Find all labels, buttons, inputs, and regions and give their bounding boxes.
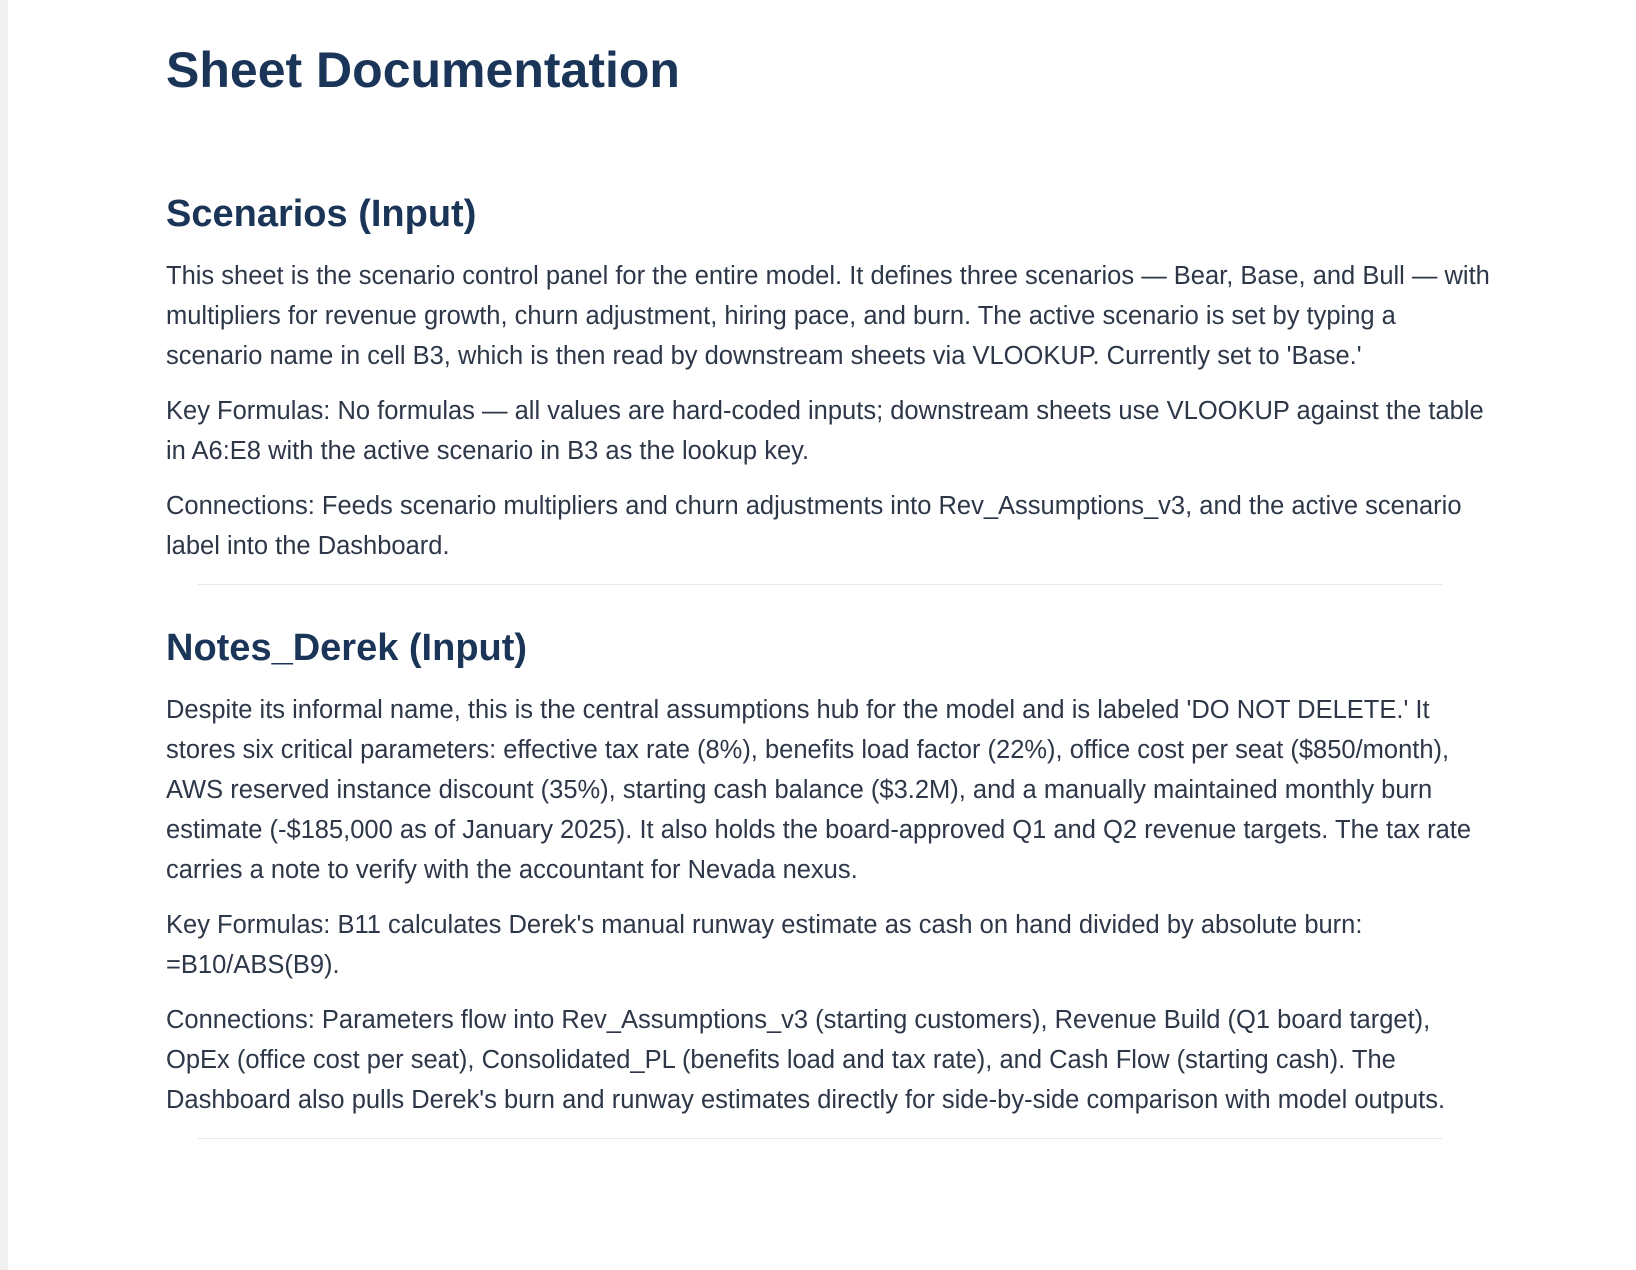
document-page xyxy=(8,0,1636,1270)
section-key-formulas: Key Formulas: No formulas — all values are hard-coded inputs; downstream sheets use VLOOKUP against the table in A6:E8 with the active scenario in B3 as the lookup key. xyxy=(166,397,1484,465)
section-key-formulas: Key Formulas: B11 calculates Derek's manual runway estimate as cash on hand divided by absolute burn: =B10/ABS(B9). xyxy=(166,911,1363,979)
section-divider xyxy=(198,1138,1442,1139)
section-scenarios xyxy=(166,191,1496,585)
section-title: Scenarios (Input) xyxy=(166,193,477,235)
section-connections: Connections: Parameters flow into Rev_Assumptions_v3 (starting customers), Revenue Build (Q1 board target), OpEx (office cost per seat), Consolidated_PL (benefits load and tax rate), and Cash Flow (starting cash). The Dashboard also pulls Derek's burn and runway estimates directly for side-by-side comparison with model outputs. xyxy=(166,1006,1446,1114)
section-description: Despite its informal name, this is the central assumptions hub for the model and is labeled 'DO NOT DELETE.' It stores six critical parameters: effective tax rate (8%), benefits load factor (22%), office cost per seat ($850/month), AWS reserved instance discount (35%), starting cash balance ($3.2M), and a manually maintained monthly burn estimate (-$185,000 as of January 2025). It also holds the board-approved Q1 and Q2 revenue targets. The tax rate carries a note to verify with the accountant for Nevada nexus. xyxy=(166,696,1472,884)
section-notes-derek xyxy=(166,625,1496,1139)
page-title: Sheet Documentation xyxy=(166,42,680,98)
section-connections: Connections: Feeds scenario multipliers and churn adjustments into Rev_Assumptions_v3, and the active scenario label into the Dashboard. xyxy=(166,492,1462,560)
section-title: Notes_Derek (Input) xyxy=(166,627,528,669)
section-description: This sheet is the scenario control panel for the entire model. It defines three scenarios — Bear, Base, and Bull — with multipliers for revenue growth, churn adjustment, hiring pace, and burn. The active scenario is set by typing a scenario name in cell B3, which is then read by downstream sheets via VLOOKUP. Currently set to 'Base.' xyxy=(166,262,1490,370)
documentation-content xyxy=(166,0,1496,1139)
section-divider xyxy=(198,584,1442,585)
